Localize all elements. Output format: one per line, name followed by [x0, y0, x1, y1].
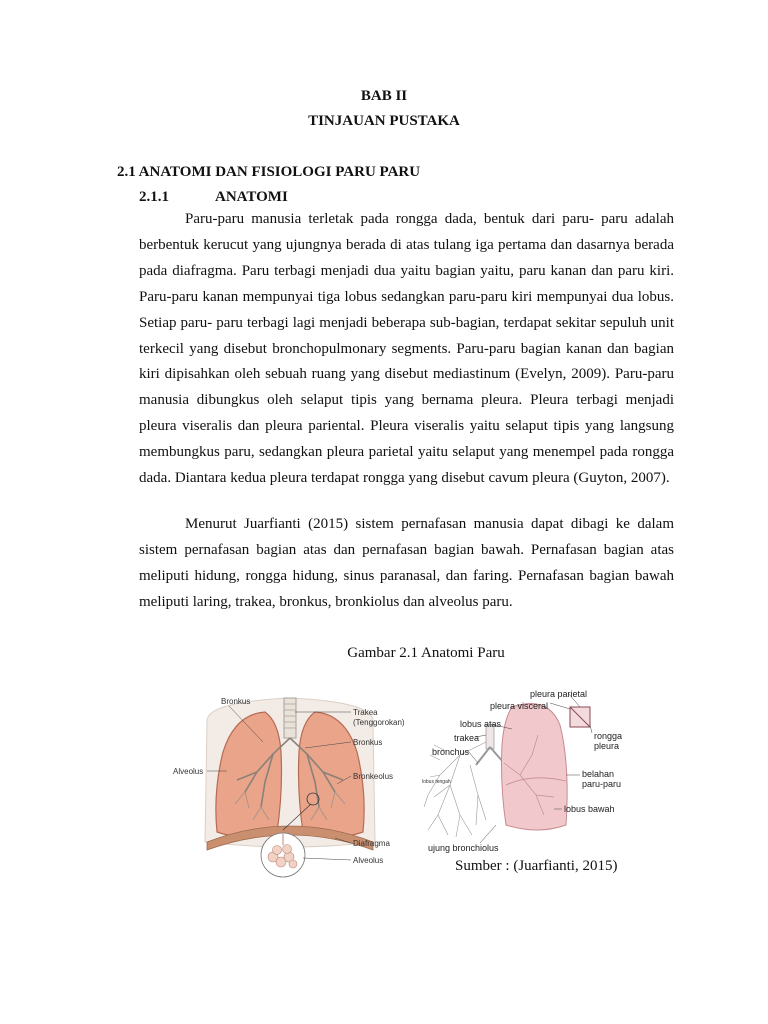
subsection-number: 2.1.1	[139, 189, 169, 205]
label-bronkus-right: Bronkus	[353, 738, 383, 747]
label-diafragma: Diafragma	[353, 839, 390, 848]
label-lobus-atas: lobus atas	[460, 719, 502, 729]
lung-anatomy-figure-right	[420, 685, 625, 857]
lung-pink-shape	[502, 704, 568, 830]
label-paru-paru: paru-paru	[582, 779, 622, 789]
figure-source: Sumber : (Juarfianti, 2015)	[455, 858, 618, 874]
label-alveolus-left: Alveolus	[173, 767, 204, 776]
label-bronkus-left: Bronkus	[221, 697, 251, 706]
label-pleura-parietal: pleura parietal	[530, 689, 588, 699]
label-trakea: Trakea	[353, 708, 378, 717]
label-alveolus-bottom: Alveolus	[353, 856, 384, 865]
label-bronchus: bronchus	[432, 747, 470, 757]
subsection-title: ANATOMI	[215, 189, 288, 205]
section-heading: 2.1 ANATOMI DAN FISIOLOGI PARU PARU	[117, 164, 421, 180]
label-trakea-right: trakea	[454, 733, 480, 743]
label-bronkeolus: Bronkeolus	[353, 772, 394, 781]
label-pleura-visceral: pleura visceral	[490, 701, 549, 711]
figure-caption: Gambar 2.1 Anatomi Paru	[347, 645, 505, 661]
label-ujung-bronchiolus: ujung bronchiolus	[428, 843, 499, 853]
label-belahan: belahan	[582, 769, 615, 779]
label-rongga: rongga	[594, 731, 623, 741]
chapter-title: TINJAUAN PUSTAKA	[308, 113, 460, 129]
label-pleura: pleura	[594, 741, 620, 751]
paragraph-1-text: Paru-paru manusia terletak pada rongga dada, bentuk dari paru- paru adalah berbentuk kerucut yang ujungnya berada di atas tulang iga pertama dan dasarnya berada pada diafragma. Paru terbagi menjadi dua yaitu bagian yaitu, paru kanan dan paru kiri. Paru-paru kanan mempunyai tiga lobus sedangkan paru-paru kiri mempunyai dua lobus. Setiap paru- paru terbagi lagi menjadi beberapa sub-bagian, terdapat sekitar sepuluh unit terkecil yang disebut bronchopulmonary segments. Paru-paru bagian kanan dan bagian kiri dipisahkan oleh sebuah ruang yang disebut mediastinum (Evelyn, 2009). Paru-paru manusia dibungkus oleh selaput tipis yang bernama pleura. Pleura terbagi menjadi pleura viseralis dan pleura pariental. Pleura viseralis yaitu selaput tipis yang langsung membungkus paru, sedangkan pleura parietal yaitu selaput yang menempel pada rongga dada. Diantara kedua pleura terdapat rongga yang disebut cavum pleura (Guyton, 2007).	[139, 211, 674, 487]
label-lobus-tengah: lobus tengah	[422, 779, 451, 785]
chapter-heading: BAB II	[360, 88, 408, 104]
label-tenggorokan: (Tenggorokan)	[353, 718, 405, 727]
paragraph-1	[139, 207, 674, 492]
paragraph-2	[139, 512, 674, 616]
subsection-heading	[139, 189, 288, 206]
paragraph-2-text: Menurut Juarfianti (2015) sistem pernafasan manusia dapat dibagi ke dalam sistem pernafasan bagian atas dan pernafasan bagian bawah. Pernafasan bagian atas meliputi hidung, rongga hidung, sinus paranasal, dan faring. Pernafasan bagian bawah meliputi laring, trakea, bronkus, bronkiolus dan alveolus paru.	[139, 516, 674, 610]
lung-anatomy-figure-left	[165, 692, 415, 880]
label-lobus-bawah: lobus bawah	[564, 804, 615, 814]
